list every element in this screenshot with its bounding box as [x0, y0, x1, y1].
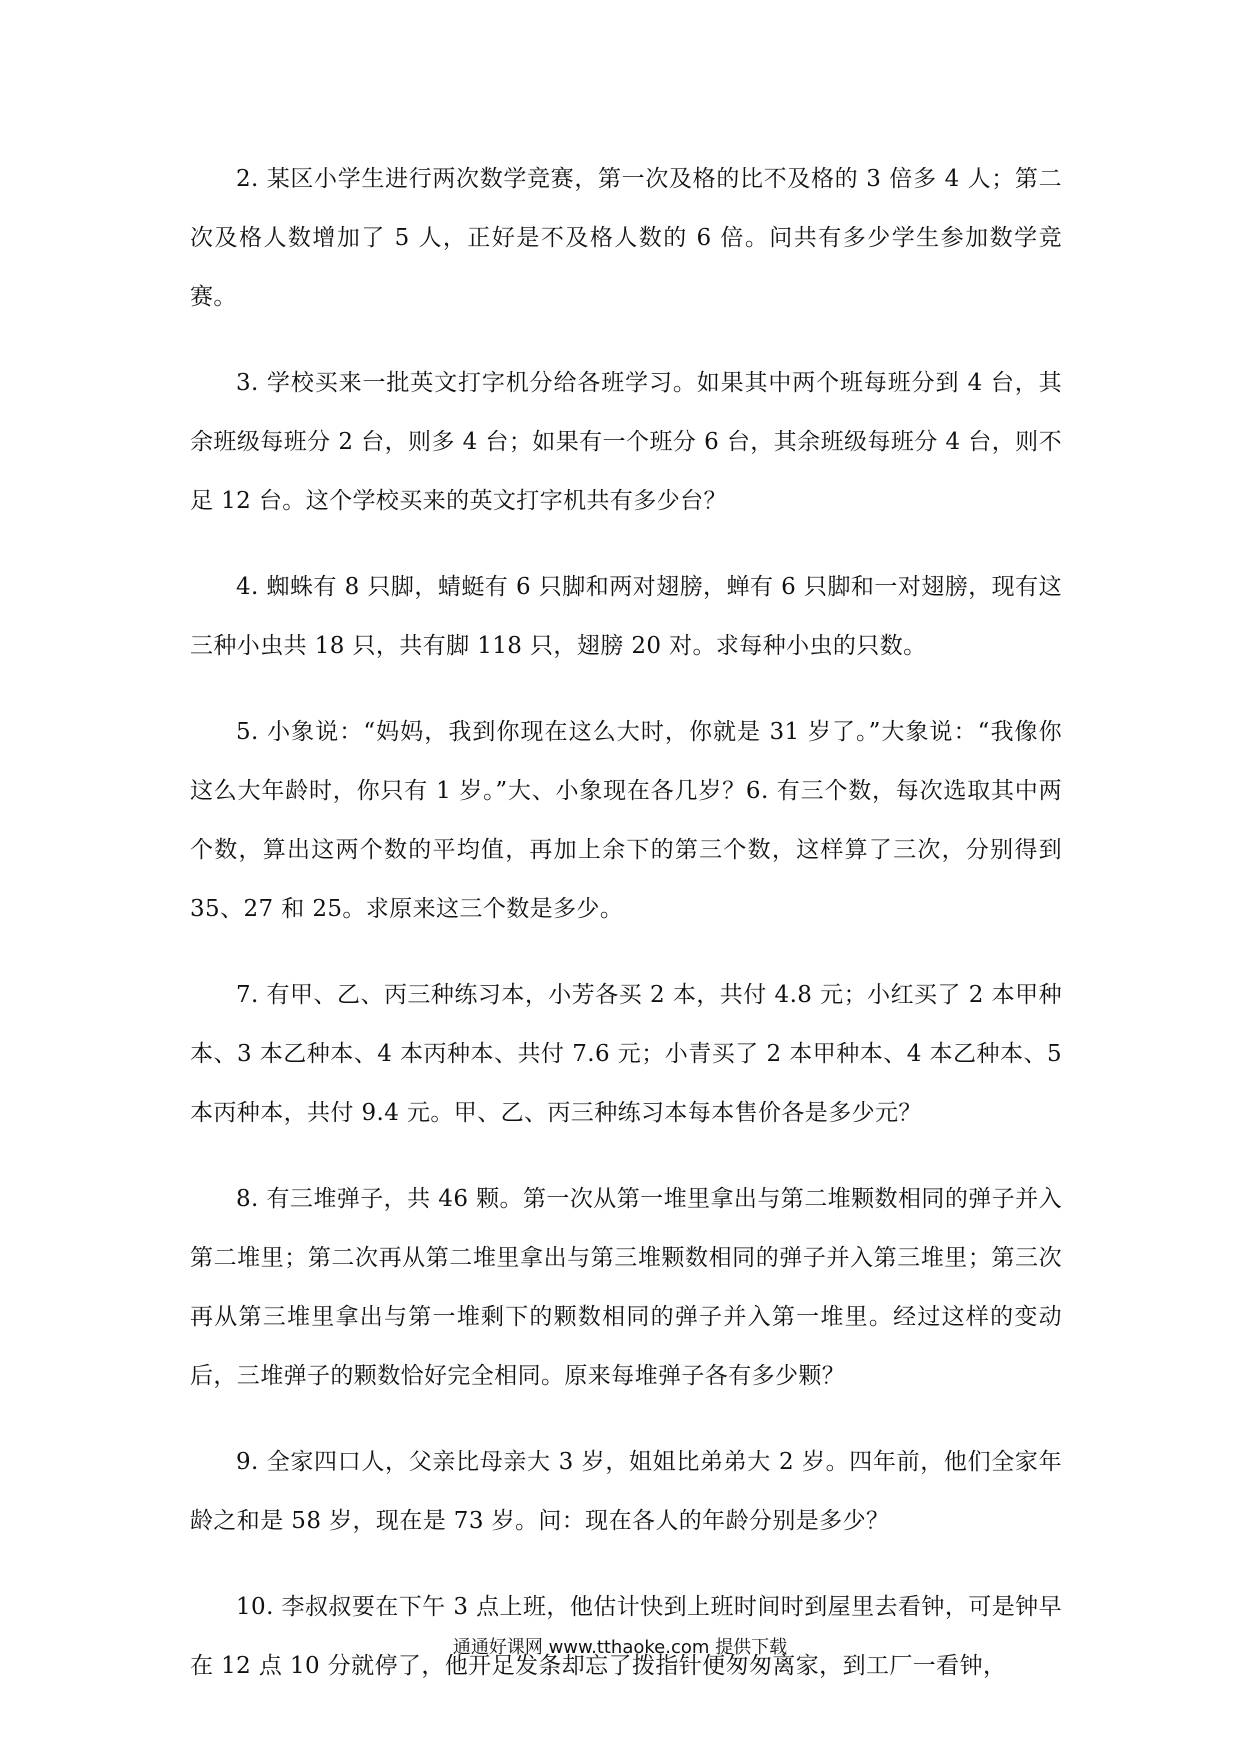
problem-8: 8. 有三堆弹子，共 46 颗。第一次从第一堆里拿出与第二堆颗数相同的弹子并入第二堆里；第二次再从第二堆里拿出与第三堆颗数相同的弹子并入第三堆里；第三次再从第三堆里拿出与第一堆剩下的颗数相同的弹子并入第一堆里。经过这样的变动后，三堆弹子的颗数恰好完全相同。原来每堆弹子各有多少颗？: [190, 1186, 1062, 1389]
problem-2: 2. 某区小学生进行两次数学竞赛，第一次及格的比不及格的 3 倍多 4 人；第二次及格人数增加了 5 人，正好是不及格人数的 6 倍。问共有多少学生参加数学竞赛。: [190, 166, 1062, 310]
problem-list: [190, 150, 1062, 1723]
problem-7: 7. 有甲、乙、丙三种练习本，小芳各买 2 本，共付 4.8 元；小红买了 2 本甲种本、3 本乙种本、4 本丙种本、共付 7.6 元；小青买了 2 本甲种本、4 本乙种本、5 本丙种本，共付 9.4 元。甲、乙、丙三种练习本每本售价各是多少元？: [190, 982, 1062, 1126]
problem-3: 3. 学校买来一批英文打字机分给各班学习。如果其中两个班每班分到 4 台，其余班级每班分 2 台，则多 4 台；如果有一个班分 6 台，其余班级每班分 4 台，则不足 12 台。这个学校买来的英文打字机共有多少台？: [190, 370, 1062, 514]
problem-9: 9. 全家四口人，父亲比母亲大 3 岁，姐姐比弟弟大 2 岁。四年前，他们全家年龄之和是 58 岁，现在是 73 岁。问：现在各人的年龄分别是多少？: [190, 1449, 1062, 1534]
problem-4: 4. 蜘蛛有 8 只脚，蜻蜓有 6 只脚和两对翅膀，蝉有 6 只脚和一对翅膀，现有这三种小虫共 18 只，共有脚 118 只，翅膀 20 对。求每种小虫的只数。: [190, 574, 1062, 659]
problem-10: 10. 李叔叔要在下午 3 点上班，他估计快到上班时间时到屋里去看钟，可是钟早在 12 点 10 分就停了，他开足发条却忘了拨指针便匆匆离家，到工厂一看钟，: [190, 1594, 1062, 1679]
problem-5-6: 5. 小象说：“妈妈，我到你现在这么大时，你就是 31 岁了。”大象说：“我像你这么大年龄时，你只有 1 岁。”大、小象现在各几岁？6. 有三个数，每次选取其中两个数，算出这两个数的平均值，再加上余下的第三个数，这样算了三次，分别得到 35、27 和 25。求原来这三个数是多少。: [190, 719, 1062, 922]
page-footer: 通通好课网 www.tthaoke.com 提供下载: [452, 1637, 788, 1658]
